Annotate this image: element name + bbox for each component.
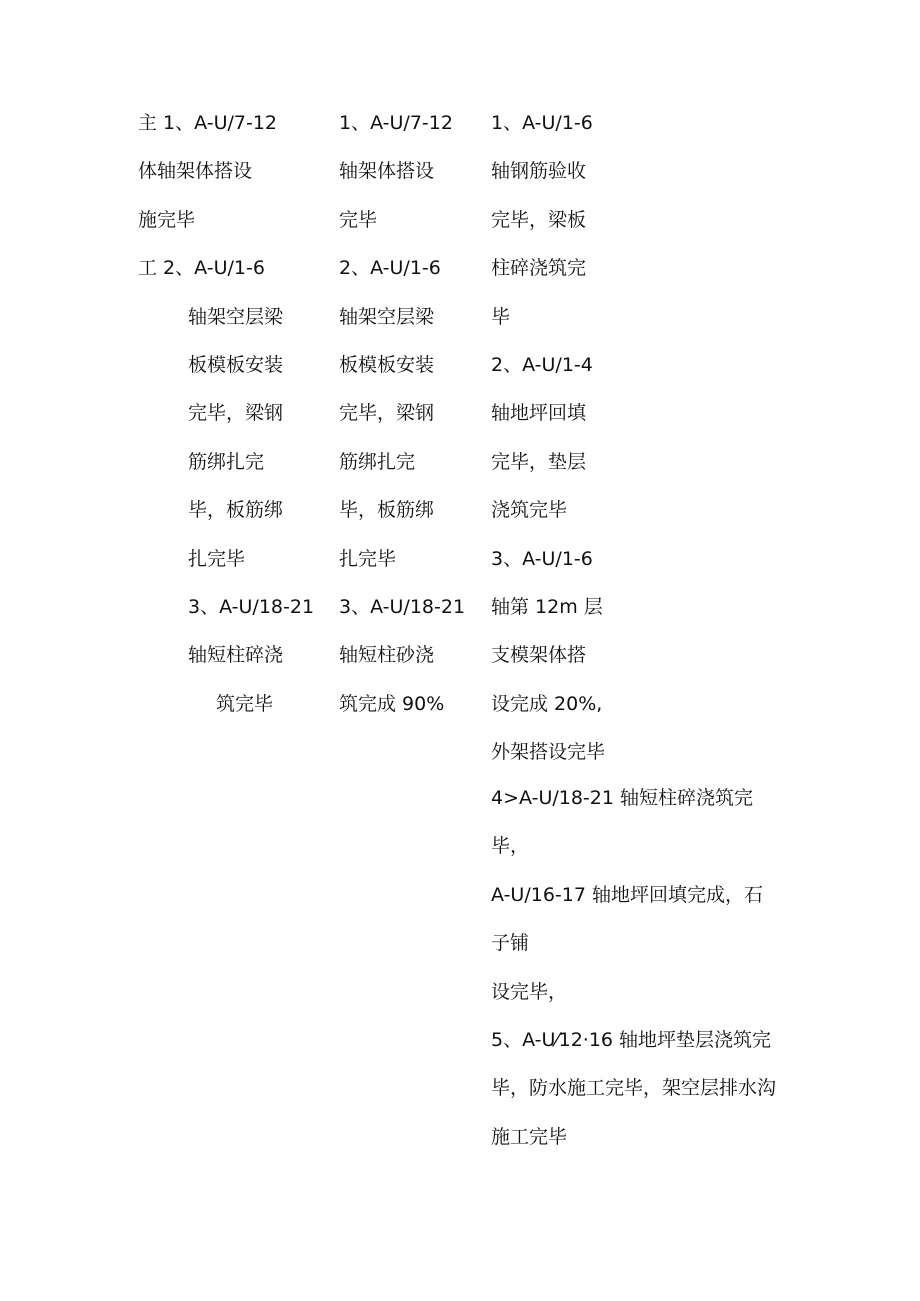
text-line: 轴短柱碎浇 (188, 644, 284, 667)
text-line: 柱碎浇筑完 (491, 257, 587, 280)
text-line: 完毕，梁钢 (339, 402, 435, 425)
text-line: 扎完毕 (339, 547, 397, 570)
text-line: 完毕，梁钢 (188, 402, 284, 425)
text-line: 毕，板筋绑 (188, 499, 284, 522)
text-line: 3、A-U/1-6 (491, 547, 593, 570)
text-line: 子铺 (491, 932, 530, 955)
text-line: 扎完毕 (188, 547, 246, 570)
text-line: 设完成 20%, (491, 692, 603, 715)
text-line: 主 1、A-U/7-12 (138, 112, 277, 134)
text-line: 筑完成 90% (339, 692, 445, 715)
text-line: 轴架体搭设 (339, 160, 435, 183)
text-line: 4>A-U/18-21 轴短柱碎浇筑完 (491, 787, 754, 810)
column-a (138, 103, 328, 732)
text-line: 施完毕 (138, 208, 196, 231)
text-line: 轴短柱砂浇 (339, 644, 435, 667)
text-line: 完毕 (339, 208, 378, 231)
text-line: 轴钢筋验收 (491, 160, 587, 183)
text-line: 轴第 12m 层 (491, 595, 603, 618)
text-line: 板模板安装 (339, 353, 435, 376)
text-line: 筋绑扎完 (339, 450, 416, 473)
text-line: 1、A-U/1-6 (491, 112, 593, 134)
text-line: 轴架空层梁 (188, 305, 284, 328)
text-line: 完毕，垫层 (491, 450, 587, 473)
text-line: 2、A-U/1-4 (491, 353, 593, 376)
text-line: 毕，板筋绑 (339, 499, 435, 522)
text-line: 毕，防水施工完毕，架空层排水沟 (491, 1077, 777, 1100)
text-line: 3、A-U/18-21 (339, 595, 466, 618)
text-line: 2、A-U/1-6 (339, 257, 441, 280)
text-line: 施工完毕 (491, 1125, 568, 1148)
text-line: 3、A-U/18-21 (188, 595, 315, 618)
text-line: 浇筑完毕 (491, 499, 568, 522)
column-c (491, 103, 821, 1165)
text-line: 体轴架体搭设 (138, 160, 253, 183)
text-line: 毕， (491, 835, 530, 858)
text-line: 外架搭设完毕 (491, 741, 606, 764)
text-line: 轴架空层梁 (339, 305, 435, 328)
text-line: 筋绑扎完 (188, 450, 265, 473)
text-line: 设完毕， (491, 980, 568, 1003)
text-line: 完毕，梁板 (491, 208, 587, 231)
text-line: 毕 (491, 305, 511, 328)
text-line: 支模架体搭 (491, 644, 587, 667)
text-line: 1、A-U/7-12 (339, 112, 453, 134)
text-line: 轴地坪回填 (491, 402, 587, 425)
text-line: 板模板安装 (188, 353, 284, 376)
column-b (339, 103, 489, 732)
text-line: 筑完毕 (216, 692, 274, 715)
text-line: 工 2、A-U/1-6 (138, 257, 265, 280)
text-line: A-U/16-17 轴地坪回填完成，石 (491, 883, 763, 906)
text-line: 5、A-U⁄12·16 轴地坪垫层浇筑完 (491, 1029, 772, 1052)
